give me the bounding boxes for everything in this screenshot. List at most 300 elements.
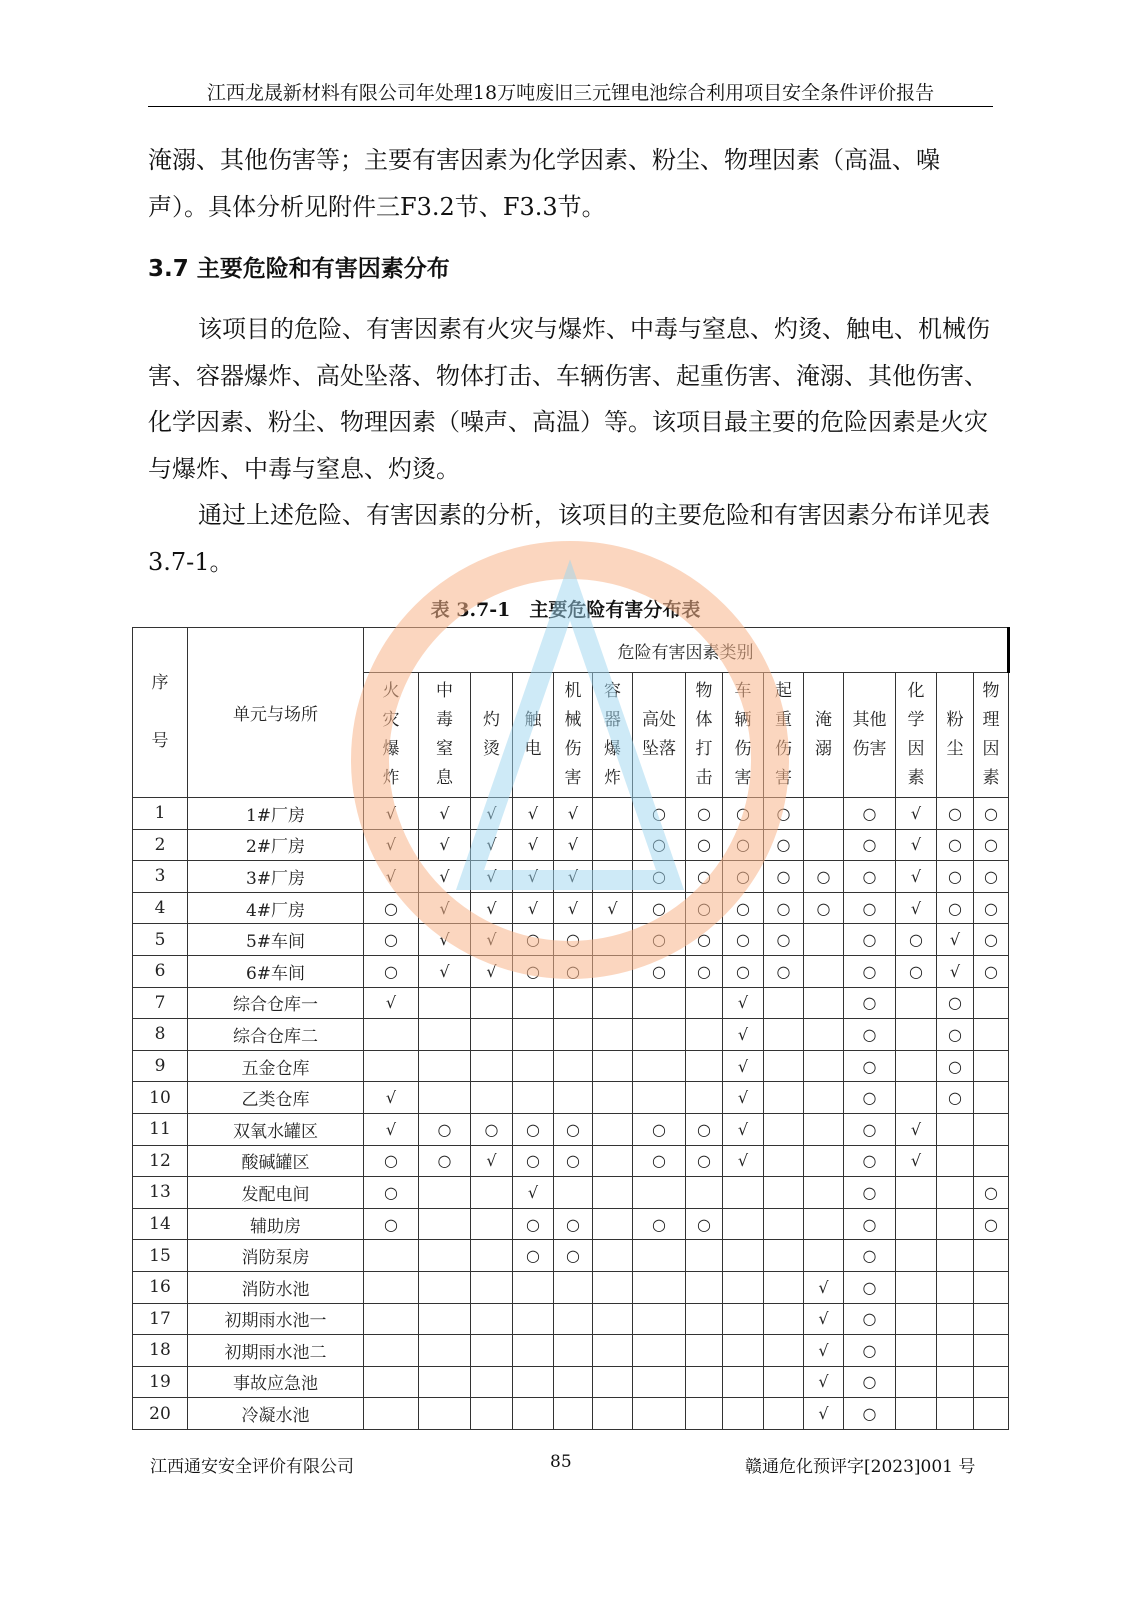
hazard-mark	[896, 987, 937, 1019]
header-hazard-category: 危险有害因素类别	[364, 628, 1009, 673]
hazard-mark	[513, 1335, 554, 1367]
hazard-mark: √	[419, 892, 471, 924]
hazard-mark	[686, 1177, 723, 1209]
row-number: 1	[133, 798, 188, 830]
row-number: 3	[133, 861, 188, 893]
hazard-mark	[896, 1019, 937, 1051]
hazard-mark	[513, 1050, 554, 1082]
hazard-mark	[686, 1019, 723, 1051]
row-unit: 事故应急池	[188, 1366, 364, 1398]
header-hazard-column: 起 重 伤 害	[764, 673, 804, 798]
table-row	[133, 1303, 1009, 1335]
hazard-mark: √	[471, 924, 513, 956]
hazard-mark: ○	[686, 829, 723, 861]
hazard-mark	[419, 1019, 471, 1051]
hazard-mark: ○	[937, 987, 974, 1019]
hazard-mark	[471, 1398, 513, 1430]
hazard-mark: √	[937, 924, 974, 956]
header-hazard-column: 粉 尘	[937, 673, 974, 798]
hazard-mark	[633, 1366, 686, 1398]
hazard-mark: √	[723, 1082, 764, 1114]
hazard-mark	[974, 1113, 1009, 1145]
hazard-mark	[764, 1335, 804, 1367]
hazard-mark	[633, 1050, 686, 1082]
hazard-mark: √	[896, 861, 937, 893]
hazard-mark: ○	[844, 1019, 896, 1051]
hazard-mark	[937, 1240, 974, 1272]
hazard-mark: ○	[723, 829, 764, 861]
hazard-mark: ○	[364, 892, 419, 924]
table-row	[133, 892, 1009, 924]
table-row	[133, 1019, 1009, 1051]
footer-doc-number: 赣通危化预评字[2023]001 号	[745, 1457, 976, 1477]
hazard-mark	[974, 1050, 1009, 1082]
hazard-mark	[633, 1082, 686, 1114]
row-unit: 发配电间	[188, 1177, 364, 1209]
header-unit: 单元与场所	[188, 628, 364, 798]
hazard-mark	[896, 1240, 937, 1272]
hazard-mark	[937, 1145, 974, 1177]
hazard-mark: √	[554, 892, 593, 924]
hazard-mark	[764, 1113, 804, 1145]
hazard-mark: √	[419, 924, 471, 956]
hazard-mark: √	[364, 829, 419, 861]
hazard-mark	[471, 1271, 513, 1303]
hazard-mark: √	[364, 798, 419, 830]
hazard-mark	[804, 1208, 844, 1240]
table-row	[133, 1145, 1009, 1177]
hazard-mark	[593, 955, 633, 987]
row-unit: 乙类仓库	[188, 1082, 364, 1114]
hazard-mark: √	[364, 987, 419, 1019]
hazard-mark: ○	[844, 861, 896, 893]
hazard-mark: ○	[633, 892, 686, 924]
hazard-mark: ○	[723, 924, 764, 956]
hazard-mark	[419, 1050, 471, 1082]
hazard-mark	[764, 1145, 804, 1177]
hazard-mark: ○	[844, 1145, 896, 1177]
hazard-mark: ○	[633, 861, 686, 893]
header-divider	[148, 106, 993, 107]
header-hazard-column: 淹 溺	[804, 673, 844, 798]
hazard-mark: ○	[764, 955, 804, 987]
hazard-mark: ○	[554, 1240, 593, 1272]
table-row	[133, 1082, 1009, 1114]
row-number: 4	[133, 892, 188, 924]
hazard-mark: √	[554, 798, 593, 830]
hazard-mark: ○	[974, 829, 1009, 861]
footer-company: 江西通安安全评价有限公司	[150, 1457, 354, 1477]
hazard-mark: ○	[554, 924, 593, 956]
hazard-mark	[633, 1335, 686, 1367]
hazard-mark	[554, 1398, 593, 1430]
row-number: 11	[133, 1113, 188, 1145]
hazard-mark: √	[513, 798, 554, 830]
row-unit: 5#车间	[188, 924, 364, 956]
section-title: 3.7 主要危险和有害因素分布	[148, 256, 450, 282]
hazard-mark	[364, 1240, 419, 1272]
hazard-mark	[974, 1398, 1009, 1430]
hazard-mark: √	[804, 1271, 844, 1303]
hazard-mark	[804, 955, 844, 987]
row-number: 6	[133, 955, 188, 987]
hazard-mark	[896, 1335, 937, 1367]
hazard-mark: √	[723, 1050, 764, 1082]
hazard-mark: √	[804, 1303, 844, 1335]
hazard-mark: ○	[764, 798, 804, 830]
hazard-mark: ○	[844, 1335, 896, 1367]
hazard-mark: ○	[686, 861, 723, 893]
hazard-mark	[419, 987, 471, 1019]
row-number: 17	[133, 1303, 188, 1335]
hazard-mark	[593, 1240, 633, 1272]
hazard-mark: ○	[513, 1145, 554, 1177]
hazard-mark	[593, 1208, 633, 1240]
hazard-mark: ○	[804, 861, 844, 893]
hazard-mark: ○	[419, 1145, 471, 1177]
hazard-mark	[764, 1082, 804, 1114]
hazard-mark: ○	[633, 829, 686, 861]
hazard-mark: ○	[844, 1271, 896, 1303]
hazard-mark: √	[593, 892, 633, 924]
hazard-mark: √	[471, 861, 513, 893]
hazard-mark	[593, 1082, 633, 1114]
header-hazard-column: 中 毒 窒 息	[419, 673, 471, 798]
hazard-mark	[471, 1082, 513, 1114]
hazard-mark: √	[419, 798, 471, 830]
hazard-mark	[804, 1019, 844, 1051]
hazard-mark	[804, 1145, 844, 1177]
hazard-mark: ○	[364, 1177, 419, 1209]
hazard-mark: ○	[633, 1208, 686, 1240]
hazard-mark: √	[364, 861, 419, 893]
hazard-mark	[723, 1398, 764, 1430]
hazard-mark	[633, 1240, 686, 1272]
hazard-mark: ○	[974, 892, 1009, 924]
hazard-mark: √	[419, 861, 471, 893]
hazard-mark: ○	[364, 1145, 419, 1177]
row-unit: 综合仓库二	[188, 1019, 364, 1051]
hazard-mark	[723, 1271, 764, 1303]
hazard-mark: ○	[844, 987, 896, 1019]
hazard-mark	[723, 1177, 764, 1209]
hazard-mark	[471, 1208, 513, 1240]
hazard-mark: √	[554, 861, 593, 893]
hazard-mark	[364, 1271, 419, 1303]
hazard-mark	[896, 1208, 937, 1240]
table-row	[133, 1177, 1009, 1209]
hazard-mark	[937, 1303, 974, 1335]
hazard-mark: ○	[844, 1208, 896, 1240]
header-no: 序 号	[133, 628, 188, 798]
hazard-mark	[593, 1113, 633, 1145]
hazard-mark: ○	[896, 924, 937, 956]
hazard-mark: √	[554, 829, 593, 861]
hazard-mark	[593, 1398, 633, 1430]
hazard-mark: √	[419, 955, 471, 987]
hazard-mark: ○	[686, 1208, 723, 1240]
hazard-mark	[593, 1050, 633, 1082]
hazard-mark	[554, 1019, 593, 1051]
hazard-mark	[974, 1240, 1009, 1272]
hazard-mark: ○	[974, 798, 1009, 830]
hazard-mark: ○	[513, 1113, 554, 1145]
header-hazard-column: 物 体 打 击	[686, 673, 723, 798]
row-unit: 4#厂房	[188, 892, 364, 924]
hazard-mark: √	[804, 1366, 844, 1398]
hazard-mark	[896, 1050, 937, 1082]
hazard-mark: ○	[896, 955, 937, 987]
row-number: 16	[133, 1271, 188, 1303]
hazard-mark	[593, 861, 633, 893]
hazard-mark: ○	[364, 1208, 419, 1240]
row-unit: 1#厂房	[188, 798, 364, 830]
hazard-mark	[974, 1019, 1009, 1051]
hazard-mark: ○	[937, 861, 974, 893]
hazard-mark	[804, 924, 844, 956]
hazard-mark	[419, 1177, 471, 1209]
row-number: 14	[133, 1208, 188, 1240]
row-number: 15	[133, 1240, 188, 1272]
hazard-mark: √	[513, 1177, 554, 1209]
hazard-mark	[593, 1271, 633, 1303]
hazard-mark	[513, 1398, 554, 1430]
hazard-mark: √	[804, 1335, 844, 1367]
row-unit: 3#厂房	[188, 861, 364, 893]
hazard-mark	[723, 1366, 764, 1398]
hazard-mark: √	[364, 1113, 419, 1145]
hazard-mark: ○	[844, 1240, 896, 1272]
hazard-mark: √	[364, 1082, 419, 1114]
hazard-mark: ○	[844, 1177, 896, 1209]
hazard-distribution-table	[132, 627, 1010, 1430]
hazard-mark	[974, 1366, 1009, 1398]
hazard-mark: ○	[804, 892, 844, 924]
hazard-mark: ○	[554, 1208, 593, 1240]
hazard-mark: ○	[764, 892, 804, 924]
header-hazard-column: 化 学 因 素	[896, 673, 937, 798]
hazard-mark: ○	[764, 861, 804, 893]
hazard-mark: ○	[937, 1050, 974, 1082]
hazard-mark: ○	[633, 1145, 686, 1177]
hazard-mark: ○	[419, 1113, 471, 1145]
hazard-mark	[554, 1271, 593, 1303]
hazard-mark	[804, 829, 844, 861]
hazard-mark	[471, 1335, 513, 1367]
hazard-mark	[686, 1082, 723, 1114]
hazard-mark: ○	[723, 955, 764, 987]
header-hazard-column: 车 辆 伤 害	[723, 673, 764, 798]
hazard-mark	[896, 1177, 937, 1209]
hazard-mark	[896, 1271, 937, 1303]
hazard-mark	[764, 1050, 804, 1082]
hazard-mark	[686, 1303, 723, 1335]
row-number: 9	[133, 1050, 188, 1082]
hazard-mark	[471, 987, 513, 1019]
hazard-mark: ○	[364, 924, 419, 956]
hazard-mark	[804, 1177, 844, 1209]
header-hazard-column: 触 电	[513, 673, 554, 798]
hazard-mark: ○	[633, 955, 686, 987]
hazard-mark: √	[513, 892, 554, 924]
hazard-mark	[419, 1398, 471, 1430]
header-hazard-column: 高处 坠落	[633, 673, 686, 798]
hazard-mark: √	[804, 1398, 844, 1430]
hazard-mark: ○	[686, 892, 723, 924]
hazard-mark	[937, 1335, 974, 1367]
table-row	[133, 1050, 1009, 1082]
hazard-mark	[804, 1050, 844, 1082]
row-unit: 辅助房	[188, 1208, 364, 1240]
row-number: 12	[133, 1145, 188, 1177]
hazard-mark: √	[896, 798, 937, 830]
hazard-mark	[804, 1113, 844, 1145]
table-row	[133, 955, 1009, 987]
hazard-mark	[804, 987, 844, 1019]
hazard-mark: ○	[554, 1113, 593, 1145]
hazard-mark	[593, 1145, 633, 1177]
hazard-mark	[686, 987, 723, 1019]
row-unit: 五金仓库	[188, 1050, 364, 1082]
hazard-mark	[633, 1177, 686, 1209]
row-unit: 消防泵房	[188, 1240, 364, 1272]
hazard-mark	[513, 1303, 554, 1335]
hazard-mark: √	[896, 1113, 937, 1145]
hazard-mark	[471, 1050, 513, 1082]
hazard-mark	[686, 1366, 723, 1398]
hazard-mark: √	[513, 829, 554, 861]
hazard-mark	[974, 1335, 1009, 1367]
hazard-mark: ○	[937, 1019, 974, 1051]
hazard-mark	[593, 1177, 633, 1209]
hazard-mark	[554, 1366, 593, 1398]
hazard-mark	[804, 1082, 844, 1114]
hazard-mark: ○	[686, 1113, 723, 1145]
hazard-mark	[593, 829, 633, 861]
table-row	[133, 924, 1009, 956]
hazard-mark	[593, 1366, 633, 1398]
row-unit: 冷凝水池	[188, 1398, 364, 1430]
header-hazard-column: 灼 烫	[471, 673, 513, 798]
hazard-mark: √	[471, 892, 513, 924]
hazard-mark: ○	[513, 1208, 554, 1240]
hazard-mark: ○	[974, 1177, 1009, 1209]
hazard-mark	[419, 1240, 471, 1272]
hazard-mark: √	[471, 1145, 513, 1177]
table-row	[133, 861, 1009, 893]
hazard-mark	[764, 1240, 804, 1272]
header-hazard-column: 其他 伤害	[844, 673, 896, 798]
hazard-mark: ○	[764, 924, 804, 956]
row-unit: 酸碱罐区	[188, 1145, 364, 1177]
hazard-mark	[554, 1082, 593, 1114]
hazard-mark: √	[723, 987, 764, 1019]
hazard-mark: √	[896, 892, 937, 924]
hazard-mark: ○	[633, 1113, 686, 1145]
row-number: 8	[133, 1019, 188, 1051]
hazard-mark: ○	[844, 1050, 896, 1082]
row-unit: 6#车间	[188, 955, 364, 987]
table-caption: 表 3.7-1 主要危险有害分布表	[430, 599, 701, 621]
hazard-mark: ○	[686, 955, 723, 987]
hazard-mark	[554, 987, 593, 1019]
hazard-mark: ○	[844, 892, 896, 924]
hazard-mark	[554, 1335, 593, 1367]
hazard-mark: ○	[723, 861, 764, 893]
table-row	[133, 829, 1009, 861]
hazard-mark	[723, 1208, 764, 1240]
hazard-mark: ○	[937, 829, 974, 861]
hazard-mark	[554, 1303, 593, 1335]
hazard-mark: √	[419, 829, 471, 861]
header-hazard-column: 容 器 爆 炸	[593, 673, 633, 798]
hazard-mark	[804, 1240, 844, 1272]
hazard-mark: ○	[844, 955, 896, 987]
hazard-mark	[937, 1366, 974, 1398]
row-number: 13	[133, 1177, 188, 1209]
hazard-mark	[686, 1335, 723, 1367]
hazard-mark	[419, 1082, 471, 1114]
page-number: 85	[550, 1452, 572, 1472]
hazard-mark	[633, 1398, 686, 1430]
hazard-mark	[513, 1019, 554, 1051]
table-row	[133, 1366, 1009, 1398]
hazard-mark	[364, 1019, 419, 1051]
hazard-mark: ○	[554, 955, 593, 987]
hazard-mark: ○	[633, 924, 686, 956]
hazard-mark	[593, 924, 633, 956]
hazard-mark: ○	[513, 955, 554, 987]
hazard-mark: ○	[974, 1208, 1009, 1240]
hazard-mark	[723, 1303, 764, 1335]
hazard-mark	[937, 1208, 974, 1240]
row-number: 19	[133, 1366, 188, 1398]
hazard-mark: ○	[723, 892, 764, 924]
table-row	[133, 1113, 1009, 1145]
hazard-mark	[513, 1366, 554, 1398]
hazard-mark	[633, 1271, 686, 1303]
hazard-mark: ○	[764, 829, 804, 861]
hazard-mark	[764, 1208, 804, 1240]
hazard-mark: √	[513, 861, 554, 893]
hazard-mark: ○	[844, 1082, 896, 1114]
hazard-mark	[937, 1177, 974, 1209]
hazard-mark	[937, 1113, 974, 1145]
hazard-mark: √	[896, 1145, 937, 1177]
row-number: 2	[133, 829, 188, 861]
table-row	[133, 1240, 1009, 1272]
header-hazard-column: 机 械 伤 害	[554, 673, 593, 798]
hazard-mark: ○	[554, 1145, 593, 1177]
hazard-mark	[471, 1366, 513, 1398]
row-number: 10	[133, 1082, 188, 1114]
hazard-mark	[513, 1082, 554, 1114]
hazard-mark	[554, 1177, 593, 1209]
table-row	[133, 798, 1009, 830]
hazard-mark	[896, 1082, 937, 1114]
table-row	[133, 1271, 1009, 1303]
hazard-mark	[471, 1240, 513, 1272]
hazard-mark: ○	[844, 798, 896, 830]
hazard-mark: ○	[937, 798, 974, 830]
hazard-mark	[804, 798, 844, 830]
hazard-mark	[686, 1050, 723, 1082]
hazard-mark	[764, 987, 804, 1019]
hazard-mark: ○	[844, 1398, 896, 1430]
hazard-mark: ○	[686, 1145, 723, 1177]
hazard-mark: ○	[513, 1240, 554, 1272]
row-number: 5	[133, 924, 188, 956]
